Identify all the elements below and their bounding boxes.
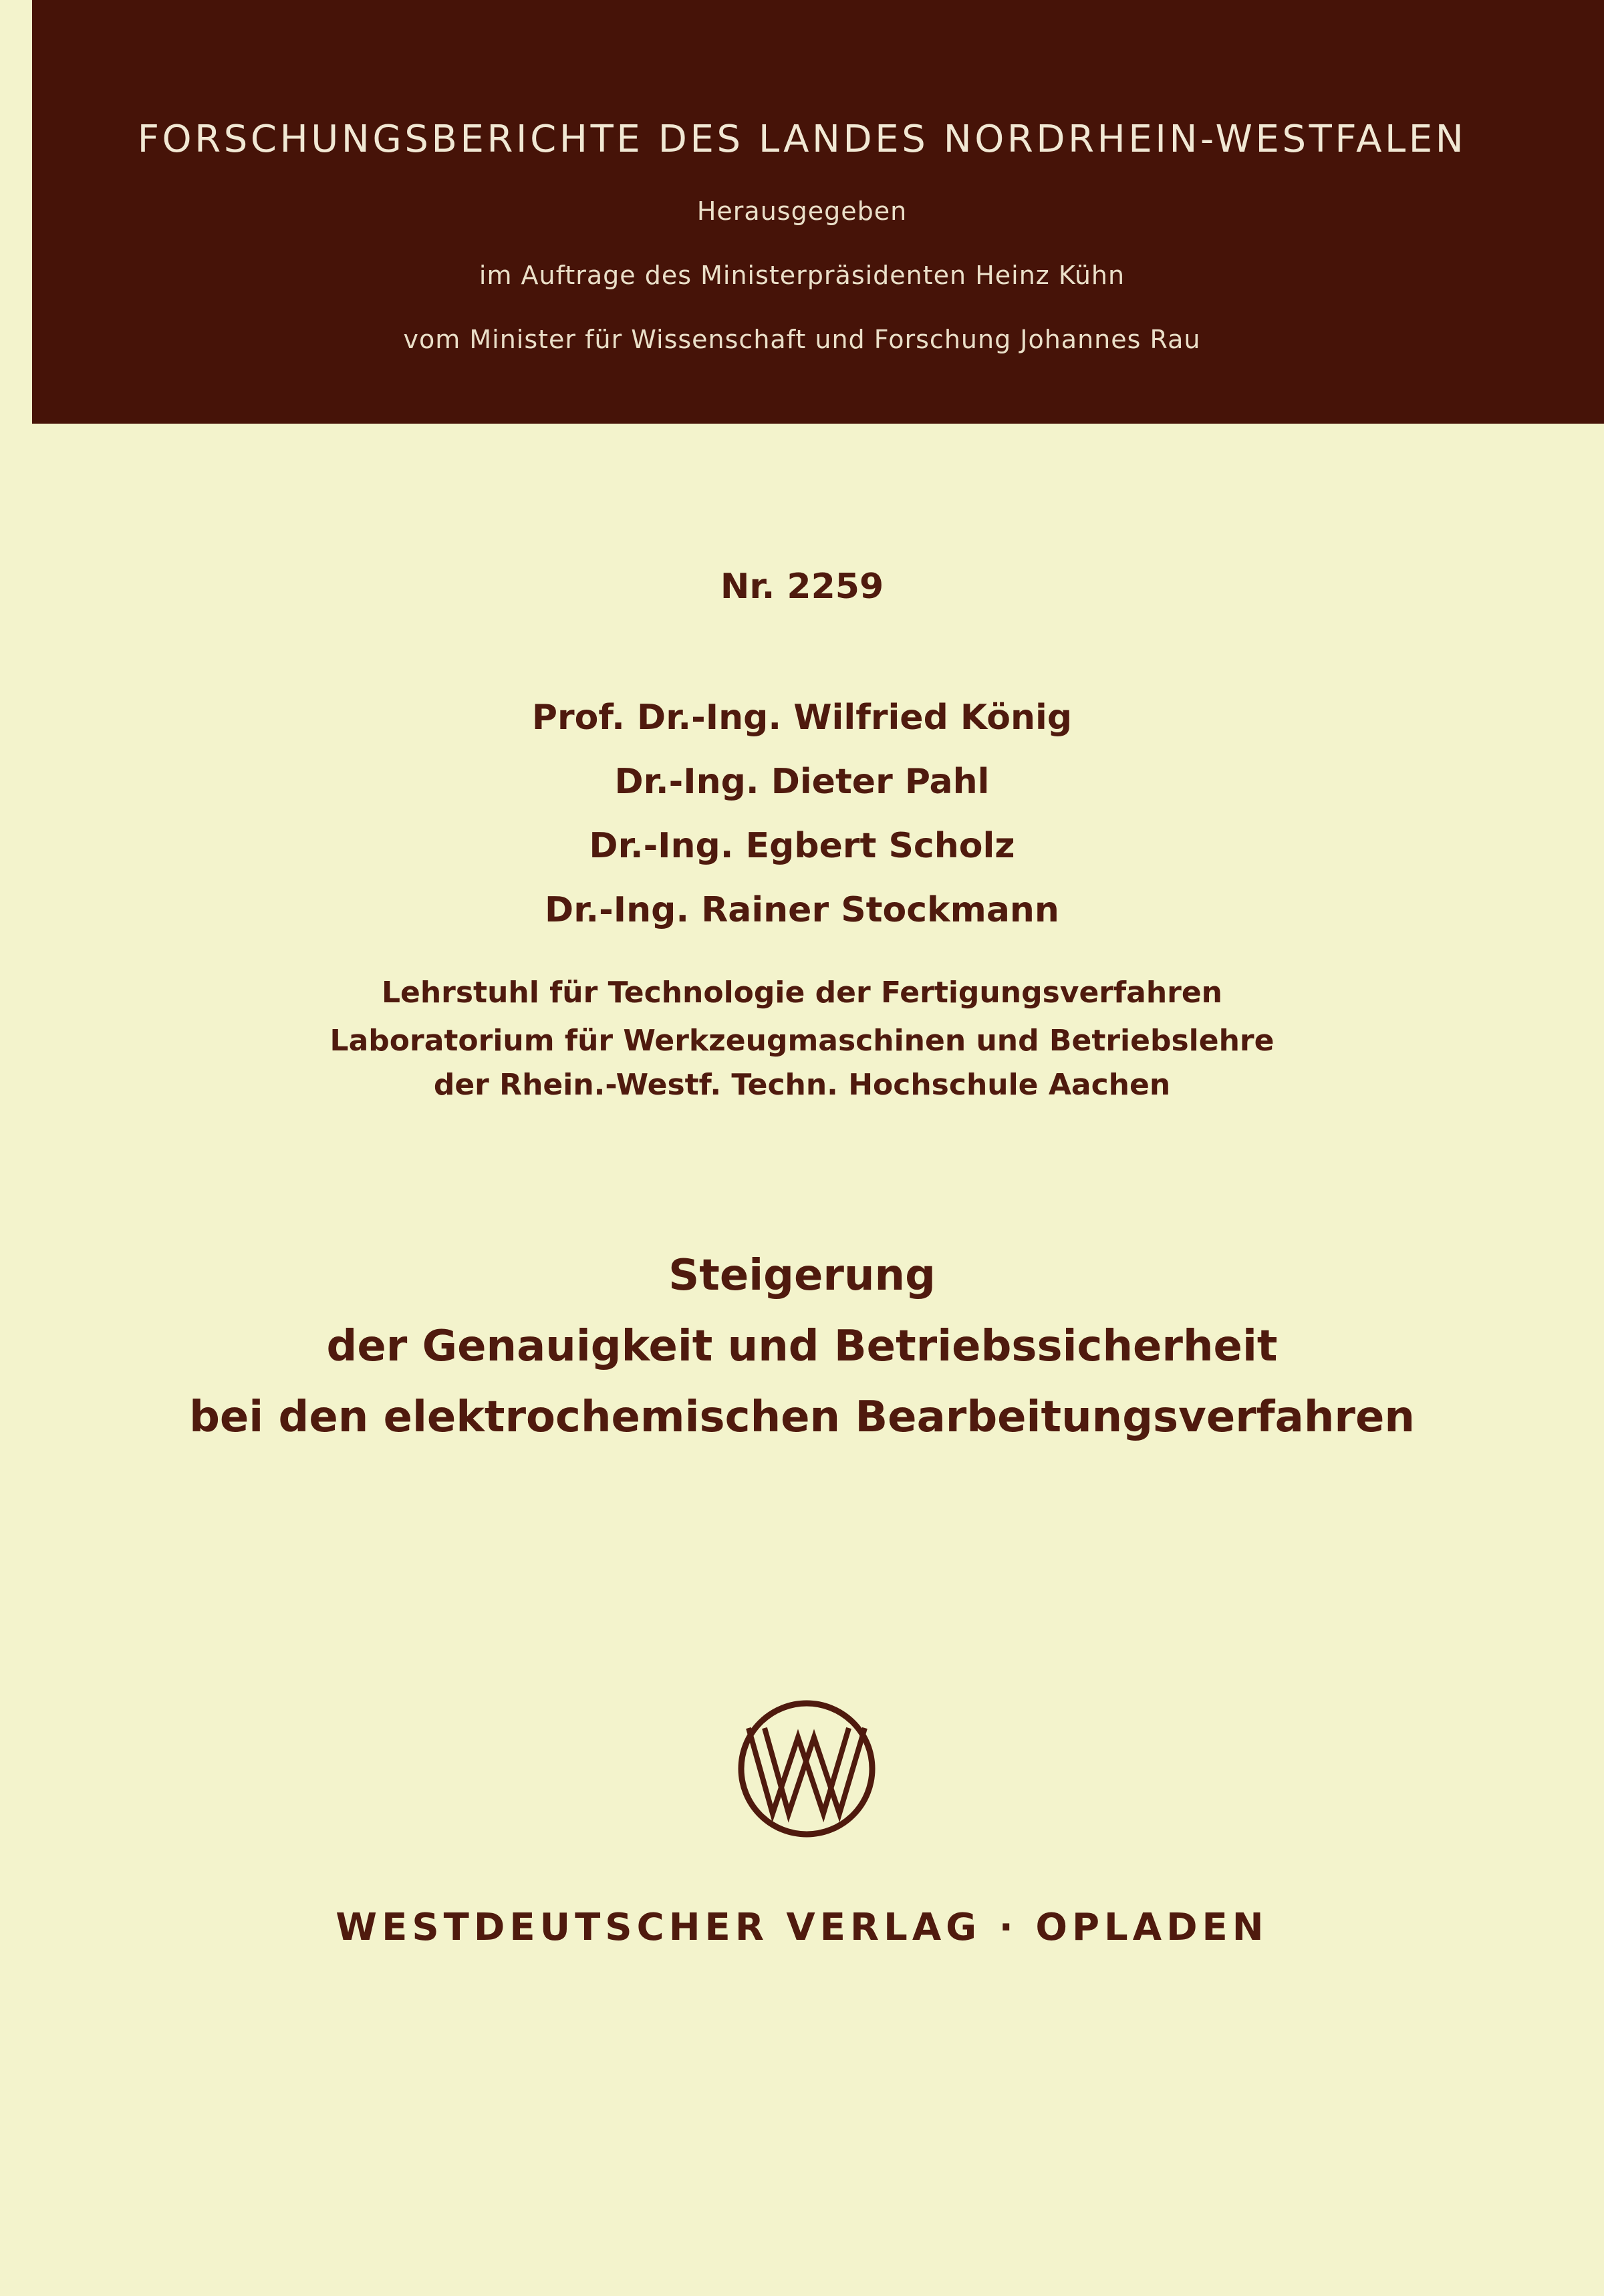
- title-line-2: der Genauigkeit und Betriebssicherheit: [326, 1322, 1278, 1371]
- title-line-1: Steigerung: [668, 1251, 936, 1300]
- author-1: Prof. Dr.-Ing. Wilfried König: [531, 698, 1073, 738]
- institution-line-3: der Rhein.-Westf. Techn. Hochschule Aachen: [433, 1068, 1171, 1102]
- westdeutscher-verlag-logo-icon: [735, 1697, 878, 1840]
- editor-line-1: Herausgegeben: [696, 196, 908, 226]
- report-number: Nr. 2259: [720, 567, 884, 607]
- author-4: Dr.-Ing. Rainer Stockmann: [545, 890, 1059, 930]
- publisher-imprint: WESTDEUTSCHER VERLAG · OPLADEN: [336, 1906, 1268, 1949]
- author-3: Dr.-Ing. Egbert Scholz: [589, 826, 1015, 866]
- institution-line-2: Laboratorium für Werkzeugmaschinen und Betriebslehre: [329, 1024, 1275, 1058]
- editor-line-2: im Auftrage des Ministerpräsidenten Heinz Kühn: [479, 261, 1125, 290]
- author-2: Dr.-Ing. Dieter Pahl: [614, 762, 990, 802]
- editor-line-3: vom Minister für Wissenschaft und Forschung Johannes Rau: [403, 325, 1201, 354]
- series-title: FORSCHUNGSBERICHTE DES LANDES NORDRHEIN-WESTFALEN: [137, 118, 1467, 161]
- institution-line-1: Lehrstuhl für Technologie der Fertigungsverfahren: [381, 976, 1223, 1010]
- title-line-3: bei den elektrochemischen Bearbeitungsverfahren: [189, 1393, 1415, 1442]
